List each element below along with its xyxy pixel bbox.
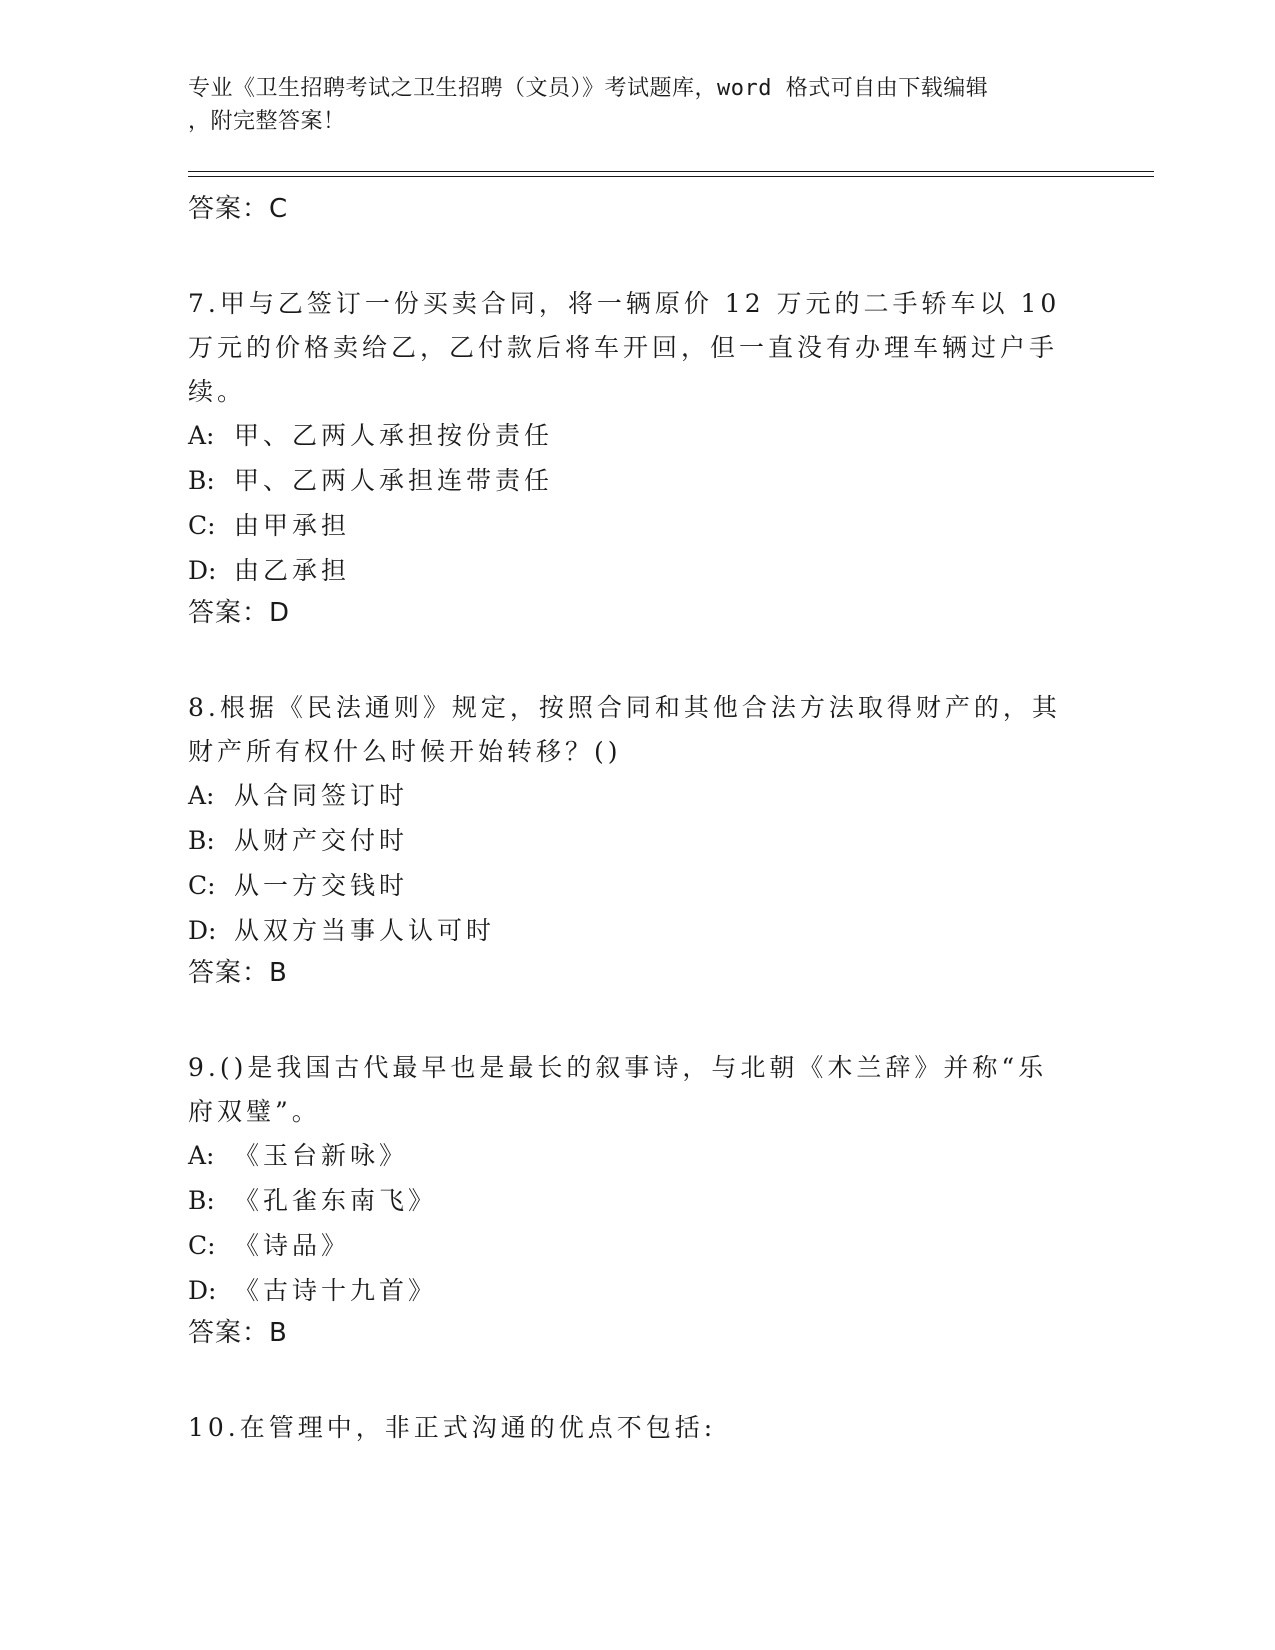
- option-text: 从合同签订时: [234, 781, 409, 810]
- option-b: [188, 1179, 1068, 1224]
- option-text: 甲、乙两人承担连带责任: [234, 466, 554, 495]
- option-text: 从财产交付时: [234, 826, 409, 855]
- option-text: 《古诗十九首》: [234, 1276, 438, 1305]
- option-c: [188, 864, 1068, 909]
- option-key: C:: [188, 871, 216, 900]
- option-key: A:: [188, 1141, 215, 1170]
- question-text: 7.甲与乙签订一份买卖合同，将一辆原价 12 万元的二手轿车以 10 万元的价格卖给乙，乙付款后将车开回，但一直没有办理车辆过户手续。: [188, 289, 1061, 406]
- option-text: 从一方交钱时: [234, 871, 409, 900]
- option-key: D:: [188, 916, 217, 945]
- answer-label: 答案：B: [188, 1318, 288, 1348]
- header-line-2: ，附完整答案！: [188, 109, 346, 134]
- option-c: [188, 504, 1068, 549]
- question-text: 8.根据《民法通则》规定，按照合同和其他合法方法取得财产的，其财产所有权什么时候开始转移？(): [188, 693, 1061, 766]
- option-key: C:: [188, 1231, 216, 1260]
- option-c: [188, 1224, 1068, 1269]
- option-text: 从双方当事人认可时: [234, 916, 496, 945]
- option-text: 《玉台新咏》: [234, 1141, 409, 1170]
- question-text: 10.在管理中，非正式沟通的优点不包括:: [188, 1413, 717, 1442]
- option-key: D:: [188, 1276, 217, 1305]
- option-text: 《诗品》: [234, 1231, 351, 1260]
- answer-label: 答案：B: [188, 958, 288, 988]
- option-a: [188, 1134, 1068, 1179]
- option-d: [188, 909, 1068, 954]
- option-b: [188, 459, 1068, 504]
- option-d: [188, 549, 1068, 594]
- header-rule-top: [188, 171, 1154, 172]
- option-key: B:: [188, 1186, 215, 1215]
- answer-label: 答案：C: [188, 194, 289, 224]
- question-10: [188, 1406, 1068, 1450]
- answer-label: 答案：D: [188, 598, 291, 628]
- document-header: [188, 72, 1068, 138]
- option-key: B:: [188, 466, 215, 495]
- header-rule-bottom: [188, 176, 1154, 177]
- option-text: 甲、乙两人承担按份责任: [234, 421, 554, 450]
- option-a: [188, 414, 1068, 459]
- option-d: [188, 1269, 1068, 1314]
- header-line-1: 专业《卫生招聘考试之卫生招聘（文员）》考试题库，word 格式可自由下载编辑: [188, 76, 989, 101]
- question-9: [188, 1046, 1068, 1352]
- option-key: A:: [188, 781, 215, 810]
- option-b: [188, 819, 1068, 864]
- option-key: D:: [188, 556, 217, 585]
- option-text: 由乙承担: [234, 556, 351, 585]
- option-key: C:: [188, 511, 216, 540]
- option-key: A:: [188, 421, 215, 450]
- option-text: 由甲承担: [234, 511, 351, 540]
- option-a: [188, 774, 1068, 819]
- question-7: [188, 282, 1068, 632]
- option-text: 《孔雀东南飞》: [234, 1186, 438, 1215]
- question-list: [188, 190, 1068, 1450]
- option-key: B:: [188, 826, 215, 855]
- question-text: 9.()是我国古代最早也是最长的叙事诗，与北朝《木兰辞》并称“乐府双璧”。: [188, 1053, 1048, 1126]
- question-8: [188, 686, 1068, 992]
